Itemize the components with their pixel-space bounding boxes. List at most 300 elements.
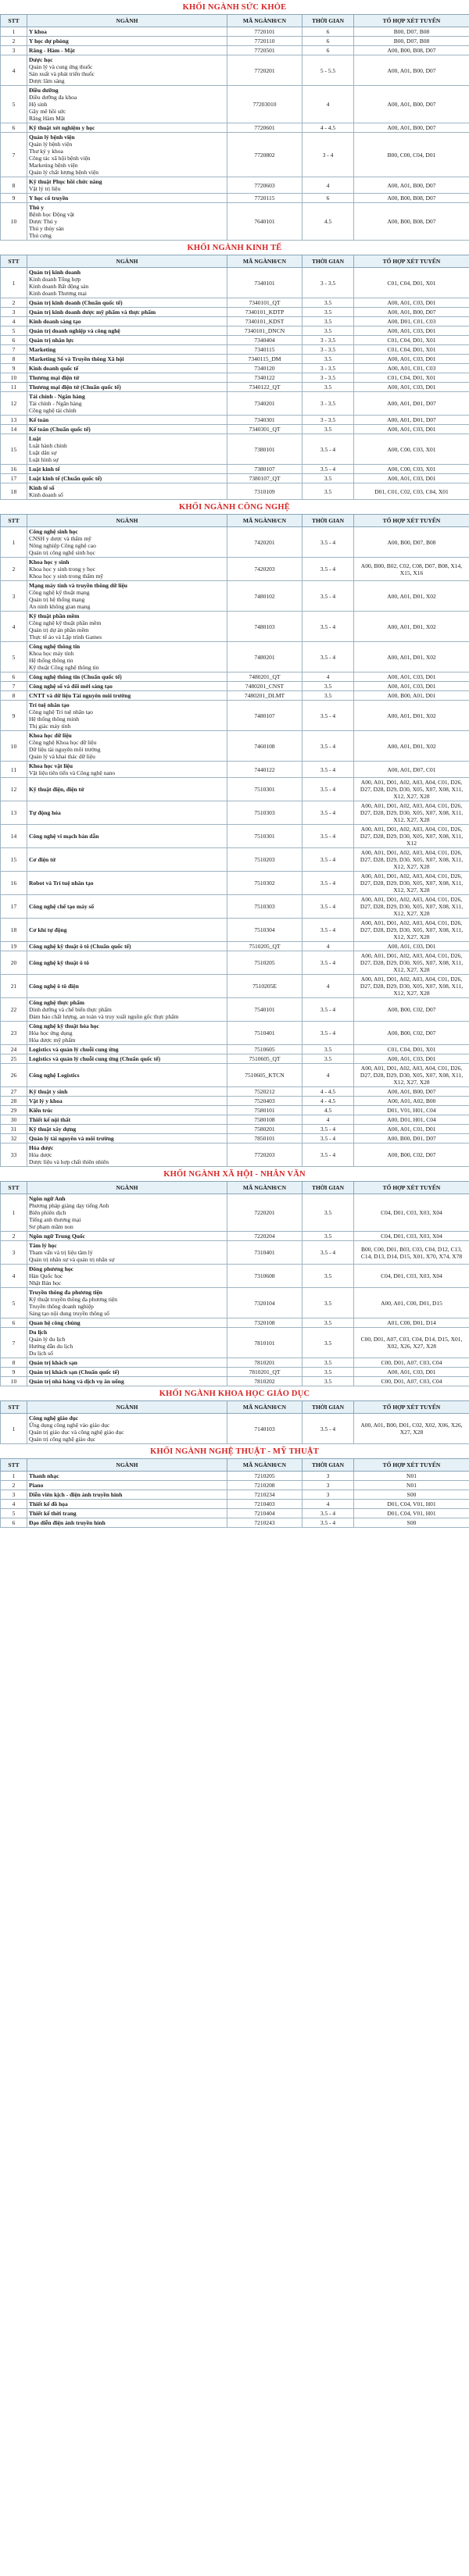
program-name: Logistics và quản lý chuỗi cung ứng <box>29 1046 119 1053</box>
row-stt: 2 <box>1 1481 27 1490</box>
program-code: 7480103 <box>227 612 303 642</box>
specialization: Hóa dược mỹ phẩm <box>29 1036 76 1044</box>
program-cell <box>27 1288 227 1318</box>
subject-combos: D01, C04, V01, H01 <box>354 1500 469 1509</box>
program-code: 7480201_DLMT <box>227 691 303 701</box>
study-duration: 3.5 - 4 <box>303 581 354 612</box>
program-cell <box>27 1481 227 1490</box>
program-code: 7810201 <box>227 1358 303 1368</box>
table-row <box>1 673 469 682</box>
program-code: 7720201 <box>227 55 303 86</box>
subject-combos: N01 <box>354 1472 469 1481</box>
header-tg: THỜI GIAN <box>303 15 354 27</box>
study-duration: 3.5 <box>303 298 354 308</box>
program-cell <box>27 1125 227 1134</box>
table-row <box>1 203 469 241</box>
study-duration: 4 - 4.5 <box>303 123 354 133</box>
program-name: Quản lý tài nguyên và môi trường <box>29 1135 114 1142</box>
subject-combos: A00, A01, B00, D07 <box>354 55 469 86</box>
specialization: Công nghệ tài chính <box>29 407 77 414</box>
program-cell <box>27 133 227 177</box>
program-code: 7510605_QT <box>227 1054 303 1064</box>
subject-combos: A00, A01, D01, D07 <box>354 392 469 416</box>
program-name: Kỹ thuật y sinh <box>29 1088 68 1095</box>
specialization: Điều dưỡng đa khoa <box>29 94 77 101</box>
program-code: 7640101 <box>227 203 303 241</box>
program-name: Truyền thông đa phương tiện <box>29 1289 102 1296</box>
specialization: Vật liệu tiên tiến và Công nghệ nano <box>29 769 116 776</box>
row-stt: 10 <box>1 731 27 762</box>
program-code: 7810202 <box>227 1377 303 1386</box>
program-code: 7720110 <box>227 37 303 46</box>
specialization: Marketing bệnh viện <box>29 162 78 169</box>
program-name: Quản trị kinh doanh (Chuẩn quốc tế) <box>29 299 123 306</box>
specialization: Luật hình sự <box>29 456 59 463</box>
row-stt: 33 <box>1 1144 27 1167</box>
subject-combos: B00, C00, C04, D01 <box>354 133 469 177</box>
study-duration: 3.5 <box>303 691 354 701</box>
program-cell <box>27 581 227 612</box>
specialization: Hóa học ứng dụng <box>29 1029 73 1036</box>
program-cell <box>27 1241 227 1265</box>
header-stt: STT <box>1 1401 27 1414</box>
program-name: Thanh nhạc <box>29 1472 59 1479</box>
program-cell <box>27 474 227 483</box>
specialization: Dữ liệu tài nguyên môi trường <box>29 746 101 753</box>
program-name: Y khoa <box>29 28 47 35</box>
program-name: Công nghệ thực phẩm <box>29 999 84 1006</box>
row-stt: 16 <box>1 872 27 895</box>
program-code: 7380107 <box>227 465 303 474</box>
subject-combos: C04, D01, C03, X03, X04 <box>354 1194 469 1232</box>
subject-combos: A00, A01, D01, A02, A03, A04, C01, D26, D27, D28, D29, D30, X05, X07, X08, X11, X12, X27, X28 <box>354 1064 469 1087</box>
program-code: 7340120 <box>227 364 303 373</box>
row-stt: 8 <box>1 691 27 701</box>
program-name: Kỹ thuật xét nghiệm y học <box>29 124 95 131</box>
program-cell <box>27 355 227 364</box>
program-name: Dược học <box>29 56 53 63</box>
program-cell <box>27 298 227 308</box>
program-cell <box>27 425 227 434</box>
program-name: Kiến trúc <box>29 1107 53 1114</box>
subject-combos: A00, A01, D01, A02, A03, A04, C01, D26, D27, D28, D29, D30, X05, X07, X08, X11, X12, X27, X28 <box>354 951 469 975</box>
program-cell <box>27 1509 227 1518</box>
program-cell <box>27 825 227 848</box>
table-row <box>1 731 469 762</box>
table-row <box>1 1368 469 1377</box>
table-row <box>1 975 469 998</box>
table-row <box>1 1318 469 1328</box>
program-name: Khoa học y sinh <box>29 558 70 566</box>
table-row <box>1 642 469 673</box>
program-cell <box>27 1097 227 1106</box>
header-nganh: NGÀNH <box>27 255 227 268</box>
program-code: 7480102 <box>227 581 303 612</box>
table-row <box>1 425 469 434</box>
specialization: Quản lý chất lượng bệnh viện <box>29 169 99 176</box>
table-row <box>1 46 469 55</box>
program-name: Công nghệ ô tô điện <box>29 983 79 990</box>
row-stt: 8 <box>1 1358 27 1368</box>
program-cell <box>27 1064 227 1087</box>
specialization: Quản trị dự án phần mềm <box>29 626 89 633</box>
program-cell <box>27 642 227 673</box>
program-code: 7510302 <box>227 872 303 895</box>
study-duration: 3.5 - 4 <box>303 1022 354 1045</box>
program-name: Răng - Hàm - Mặt <box>29 47 75 54</box>
specialization: Công tác xã hội bệnh viện <box>29 155 91 162</box>
table-row <box>1 123 469 133</box>
table-header-row <box>1 1182 469 1194</box>
subject-combos: A00, C00, C03, X01 <box>354 434 469 465</box>
table-row <box>1 581 469 612</box>
specialization: Quản lý và cung ứng thuốc <box>29 63 93 70</box>
program-cell <box>27 778 227 801</box>
study-duration: 3.5 - 4 <box>303 701 354 731</box>
row-stt: 24 <box>1 1045 27 1054</box>
study-duration: 3.5 <box>303 1045 354 1054</box>
row-stt: 13 <box>1 416 27 425</box>
program-name: Ngôn ngữ Anh <box>29 1195 66 1202</box>
subject-combos: A00, A01, C03, D01 <box>354 474 469 483</box>
program-name: Tự động hóa <box>29 809 61 816</box>
program-name: Marketing Số và Truyền thông Xã hội <box>29 355 124 362</box>
subject-combos: A00, A01, D01, A02, A03, A04, C01, D26, D27, D28, D29, D30, X05, X07, X08, X11, X12, X27, X28 <box>354 895 469 919</box>
program-code: 7340404 <box>227 336 303 345</box>
study-duration: 3.5 <box>303 355 354 364</box>
program-code: 7210208 <box>227 1481 303 1490</box>
study-duration: 3.5 <box>303 1232 354 1241</box>
study-duration: 4 <box>303 942 354 951</box>
table-row <box>1 919 469 942</box>
row-stt: 10 <box>1 373 27 383</box>
row-stt: 1 <box>1 1472 27 1481</box>
subject-combos: A00, C00, C03, X01 <box>354 465 469 474</box>
program-cell <box>27 465 227 474</box>
program-name: Y học cổ truyền <box>29 194 69 202</box>
program-cell <box>27 998 227 1022</box>
row-stt: 1 <box>1 27 27 37</box>
program-code: 7340301 <box>227 416 303 425</box>
subject-combos: A00, A01, C03, D01 <box>354 355 469 364</box>
row-stt: 6 <box>1 673 27 682</box>
program-cell <box>27 326 227 336</box>
row-stt: 17 <box>1 895 27 919</box>
specialization: Quản trị công nghệ giáo dục <box>29 1436 96 1443</box>
program-cell <box>27 527 227 558</box>
program-code: 7440122 <box>227 762 303 778</box>
specialization: Khoa học y sinh trong y học <box>29 566 95 573</box>
program-cell <box>27 801 227 825</box>
program-code: 7510205E <box>227 975 303 998</box>
subject-combos: A00, A01, D01, A02, A03, A04, C01, D26, D27, D28, D29, D30, X05, X07, X08, X11, X12, X27, X28 <box>354 778 469 801</box>
program-name: Vật lý y khoa <box>29 1097 63 1104</box>
program-cell <box>27 308 227 317</box>
program-code: 7220204 <box>227 1232 303 1241</box>
subject-combos: A00, A01, D01, A02, A03, A04, C01, D26, D27, D28, D29, D30, X05, X07, X08, X11, X12 <box>354 825 469 848</box>
table-row <box>1 1144 469 1167</box>
study-duration: 3 - 3.5 <box>303 392 354 416</box>
program-code: 7310401 <box>227 1241 303 1265</box>
specialization: Công nghệ kỹ thuật phần mềm <box>29 619 102 626</box>
program-code: 7720501 <box>227 46 303 55</box>
header-nganh: NGÀNH <box>27 15 227 27</box>
table-row <box>1 465 469 474</box>
row-stt: 16 <box>1 465 27 474</box>
subject-combos: A00, A01, C03, D01 <box>354 673 469 682</box>
table-row <box>1 825 469 848</box>
row-stt: 5 <box>1 1509 27 1518</box>
subject-combos: A01, C00, D01, D14 <box>354 1318 469 1328</box>
program-code: 7720115 <box>227 194 303 203</box>
section-title: KHỐI NGÀNH KHOA HỌC GIÁO DỤC <box>159 1390 310 1398</box>
table-row <box>1 355 469 364</box>
program-cell <box>27 345 227 355</box>
specialization: Quản trị công nghệ sinh học <box>29 549 95 556</box>
study-duration: 3 - 3.5 <box>303 345 354 355</box>
program-code: 7320104 <box>227 1288 303 1318</box>
specialization: Bệnh học Động vật <box>29 211 75 218</box>
row-stt: 29 <box>1 1106 27 1115</box>
row-stt: 23 <box>1 1022 27 1045</box>
table-header-row <box>1 1459 469 1472</box>
specialization: Quản trị hệ thống mạng <box>29 596 85 603</box>
program-cell <box>27 951 227 975</box>
study-duration: 3.5 <box>303 483 354 500</box>
subject-combos: A00, A01, D01, A02, A03, A04, C01, D26, D27, D28, D29, D30, X05, X07, X08, X11, X12, X27, X28 <box>354 919 469 942</box>
programs-table <box>0 514 469 1167</box>
program-name: Kế toán (Chuẩn quốc tế) <box>29 426 91 433</box>
program-name: Quản trị nhân lực <box>29 337 74 344</box>
program-name: Tâm lý học <box>29 1242 57 1249</box>
subject-combos: C04, D01, C03, X03, X04 <box>354 1265 469 1288</box>
study-duration: 3.5 - 4 <box>303 434 354 465</box>
program-code: 7460108 <box>227 731 303 762</box>
subject-combos: A00, A01, C03, D01 <box>354 942 469 951</box>
table-row <box>1 317 469 326</box>
study-duration: 4 <box>303 177 354 194</box>
subject-combos: A00, B00, B08, D07 <box>354 194 469 203</box>
table-row <box>1 872 469 895</box>
row-stt: 9 <box>1 194 27 203</box>
specialization: Khoa học y sinh trong thẩm mỹ <box>29 573 103 580</box>
program-cell <box>27 1377 227 1386</box>
program-cell <box>27 1106 227 1115</box>
table-row <box>1 483 469 500</box>
header-nganh: NGÀNH <box>27 1459 227 1472</box>
subject-combos: A00, B00, B08, D07 <box>354 46 469 55</box>
program-cell <box>27 942 227 951</box>
table-row <box>1 55 469 86</box>
subject-combos: A00, B00, D01, D07 <box>354 1134 469 1144</box>
table-row <box>1 801 469 825</box>
program-cell <box>27 558 227 581</box>
program-name: Công nghệ thông tin <box>29 643 81 650</box>
program-code: 7210403 <box>227 1500 303 1509</box>
study-duration: 3.5 <box>303 383 354 392</box>
subject-combos: C00, D01, A07, C03, C04, D14, D15, X01, X02, X26, X27, X28 <box>354 1328 469 1358</box>
program-code: 7210205 <box>227 1472 303 1481</box>
table-row <box>1 527 469 558</box>
header-stt: STT <box>1 255 27 268</box>
study-duration: 3 - 3.5 <box>303 268 354 298</box>
header-th: TỔ HỢP XÉT TUYỂN <box>354 1401 469 1414</box>
study-duration: 3 - 3.5 <box>303 364 354 373</box>
program-name: Công nghệ giáo dục <box>29 1415 79 1422</box>
specialization: Khoa học máy tính <box>29 650 74 657</box>
program-cell <box>27 392 227 416</box>
table-row <box>1 194 469 203</box>
specialization: Sản xuất và phát triển thuốc <box>29 70 95 77</box>
specialization: Luật hành chính <box>29 442 67 449</box>
study-duration: 3.5 <box>303 317 354 326</box>
subject-combos: A00, A01, D01, X02 <box>354 612 469 642</box>
study-duration: 3.5 - 4 <box>303 998 354 1022</box>
study-duration: 3.5 - 4 <box>303 1509 354 1518</box>
row-stt: 10 <box>1 1377 27 1386</box>
program-cell <box>27 1134 227 1144</box>
program-code: 7420201 <box>227 527 303 558</box>
row-stt: 3 <box>1 581 27 612</box>
program-cell <box>27 1115 227 1125</box>
program-name: Y học dự phòng <box>29 37 69 45</box>
program-code: 7340101_QT <box>227 298 303 308</box>
row-stt: 6 <box>1 1318 27 1328</box>
specialization: Hướng dẫn du lịch <box>29 1343 73 1350</box>
specialization: Thú y thủy sản <box>29 225 64 232</box>
table-row <box>1 848 469 872</box>
program-name: Quản trị kinh doanh <box>29 269 81 276</box>
program-name: Công nghệ số và đổi mới sáng tạo <box>29 683 113 690</box>
row-stt: 32 <box>1 1134 27 1144</box>
table-row <box>1 37 469 46</box>
specialization: Thị giác máy tính <box>29 722 71 730</box>
row-stt: 2 <box>1 37 27 46</box>
program-code: 7580101 <box>227 1106 303 1115</box>
table-row <box>1 1087 469 1097</box>
program-name: Kỹ thuật phần mềm <box>29 612 80 619</box>
table-row <box>1 1481 469 1490</box>
specialization: Luật dân sự <box>29 449 57 456</box>
program-name: Quản trị nhà hàng và dịch vụ ăn uống <box>29 1378 124 1385</box>
program-code: 7850101 <box>227 1134 303 1144</box>
subject-combos: N01 <box>354 1481 469 1490</box>
header-ma: MÃ NGÀNH/CN <box>227 1459 303 1472</box>
subject-combos: B00, C00, D01, B03, C03, C04, D12, C13, C14, D13, D14, D15, X01, X70, X74, X78 <box>354 1241 469 1265</box>
table-row <box>1 1022 469 1045</box>
subject-combos: A00, A01, C03, D01 <box>354 298 469 308</box>
study-duration: 3.5 - 4 <box>303 465 354 474</box>
row-stt: 8 <box>1 177 27 194</box>
table-row <box>1 86 469 123</box>
table-row <box>1 682 469 691</box>
row-stt: 1 <box>1 527 27 558</box>
table-row <box>1 133 469 177</box>
table-row <box>1 1125 469 1134</box>
program-cell <box>27 317 227 326</box>
program-name: Luật <box>29 435 41 442</box>
study-duration: 3.5 <box>303 308 354 317</box>
program-cell <box>27 268 227 298</box>
program-cell <box>27 975 227 998</box>
study-duration: 3 <box>303 1481 354 1490</box>
program-name: Tài chính - Ngân hàng <box>29 393 85 400</box>
program-cell <box>27 691 227 701</box>
program-code: 7720101 <box>227 27 303 37</box>
row-stt: 5 <box>1 1288 27 1318</box>
program-name: Luật kinh tế <box>29 466 60 473</box>
study-duration: 3 - 3.5 <box>303 336 354 345</box>
specialization: Tiếng anh thương mại <box>29 1216 81 1223</box>
program-cell <box>27 37 227 46</box>
program-code: 7340101_DNCN <box>227 326 303 336</box>
program-code: 7340201 <box>227 392 303 416</box>
specialization: Kỹ thuật truyền thông đa phương tiện <box>29 1296 118 1303</box>
study-duration: 4 - 4.5 <box>303 1097 354 1106</box>
program-name: Thiết kế đồ họa <box>29 1500 68 1507</box>
subject-combos: A00, A01, C03, D01 <box>354 1054 469 1064</box>
subject-combos: A00, A01, C01, D01 <box>354 1125 469 1134</box>
table-row <box>1 345 469 355</box>
header-nganh: NGÀNH <box>27 515 227 527</box>
program-name: Marketing <box>29 346 56 353</box>
program-code: 7210234 <box>227 1490 303 1500</box>
table-row <box>1 1518 469 1528</box>
study-duration: 3.5 <box>303 1054 354 1064</box>
program-cell <box>27 1087 227 1097</box>
header-tg: THỜI GIAN <box>303 255 354 268</box>
subject-combos: D01, C04, V01, H01 <box>354 1509 469 1518</box>
table-row <box>1 268 469 298</box>
table-row <box>1 895 469 919</box>
subject-combos: A00, A01, B00, D07 <box>354 1087 469 1097</box>
study-duration: 3.5 - 4 <box>303 731 354 762</box>
specialization: Dược Thú y <box>29 218 58 225</box>
specialization: Kinh doanh Thương mại <box>29 290 87 297</box>
subject-combos: C01, C04, D01, X01 <box>354 373 469 383</box>
specialization: Dược liệu và hợp chất thiên nhiên <box>29 1158 109 1165</box>
program-cell <box>27 1194 227 1232</box>
header-tg: THỜI GIAN <box>303 1401 354 1414</box>
table-row <box>1 383 469 392</box>
table-row <box>1 1377 469 1386</box>
section-title: KHỐI NGÀNH KINH TẾ <box>187 244 282 252</box>
row-stt: 7 <box>1 682 27 691</box>
program-cell <box>27 1472 227 1481</box>
subject-combos: A00, A01, C03, D01 <box>354 326 469 336</box>
study-duration: 3 <box>303 1490 354 1500</box>
header-stt: STT <box>1 515 27 527</box>
table-row <box>1 762 469 778</box>
header-tg: THỜI GIAN <box>303 1459 354 1472</box>
specialization: Thú cưng <box>29 232 52 239</box>
table-row <box>1 434 469 465</box>
subject-combos: A00, A01, B00, D01, C02, X02, X06, X26, X27, X28 <box>354 1414 469 1444</box>
programs-table <box>0 1181 469 1386</box>
table-row <box>1 998 469 1022</box>
specialization: Thực tế ảo và Lập trình Games <box>29 633 102 640</box>
program-code: 7720603 <box>227 177 303 194</box>
program-name: Đạo diễn điện ảnh truyền hình <box>29 1519 106 1526</box>
program-name: Luật kinh tế (Chuẩn quốc tế) <box>29 475 102 482</box>
table-row <box>1 778 469 801</box>
program-name: Kỹ thuật xây dựng <box>29 1126 77 1133</box>
study-duration: 4 <box>303 86 354 123</box>
specialization: Tham vấn và trị liệu tâm lý <box>29 1249 93 1256</box>
row-stt: 21 <box>1 975 27 998</box>
table-row <box>1 1358 469 1368</box>
specialization: Nông nghiệp Công nghệ cao <box>29 542 96 549</box>
